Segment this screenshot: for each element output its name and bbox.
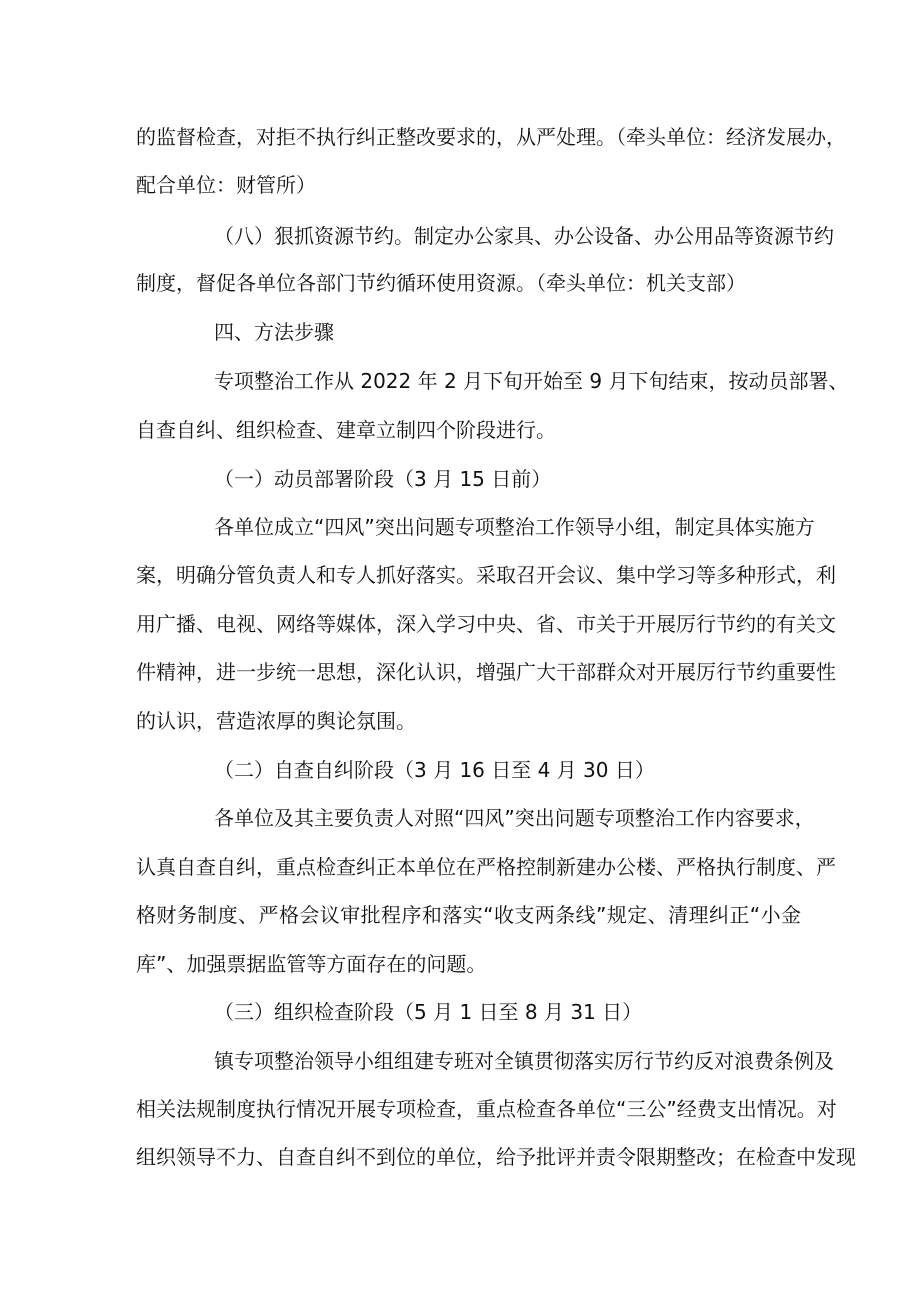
text-line-2: 配合单位：财管所） [136, 173, 316, 197]
text-line-1: 的监督检查，对拒不执行纠正整改要求的，从严处理。（牵头单位：经济发展办， [136, 125, 846, 149]
stage-2-text-line-2: 认真自查自纠，重点检查纠正本单位在严格控制新建办公楼、严格执行制度、严 [136, 855, 836, 879]
stage-1-text-line-3: 用广播、电视、网络等媒体，深入学习中央、省、市关于开展厉行节约的有关文 [136, 612, 836, 636]
stage-1-text-line-1: 各单位成立“四风”突出问题专项整治工作领导小组，制定具体实施方 [214, 515, 815, 539]
stage-3-text-line-3: 组织领导不力、自查自纠不到位的单位，给予批评并责令限期整改；在检查中发现 [136, 1145, 856, 1169]
stage-2-heading: （二）自查自纠阶段（3 月 16 日至 4 月 30 日） [214, 758, 655, 782]
section-8-line-1: （八）狠抓资源节约。制定办公家具、办公设备、办公用品等资源节约 [214, 224, 834, 248]
stage-3-heading: （三）组织检查阶段（5 月 1 日至 8 月 31 日） [214, 1000, 643, 1024]
stage-1-text-line-2: 案，明确分管负责人和专人抓好落实。采取召开会议、集中学习等多种形式，利 [136, 563, 836, 587]
stage-3-text-line-2: 相关法规制度执行情况开展专项检查，重点检查各单位“三公”经费支出情况。对 [136, 1097, 837, 1121]
timeline-line-2: 自查自纠、组织检查、建章立制四个阶段进行。 [136, 418, 556, 442]
stage-3-text-line-1: 镇专项整治领导小组组建专班对全镇贯彻落实厉行节约反对浪费条例及 [214, 1049, 834, 1073]
stage-2-text-line-3: 格财务制度、严格会议审批程序和落实“收支两条线”规定、清理纠正“小金 [136, 903, 801, 927]
heading-methods-steps: 四、方法步骤 [214, 320, 334, 344]
stage-1-heading: （一）动员部署阶段（3 月 15 日前） [214, 467, 552, 491]
stage-2-text-line-1: 各单位及其主要负责人对照“四风”突出问题专项整治工作内容要求， [214, 806, 815, 830]
section-8-line-2: 制度，督促各单位各部门节约循环使用资源。（牵头单位：机关支部） [136, 271, 746, 295]
stage-1-text-line-5: 的认识，营造浓厚的舆论氛围。 [136, 709, 416, 733]
timeline-line-1: 专项整治工作从 2022 年 2 月下旬开始至 9 月下旬结束，按动员部署、 [214, 369, 849, 393]
stage-2-text-line-4: 库”、加强票据监管等方面存在的问题。 [136, 952, 487, 976]
stage-1-text-line-4: 件精神，进一步统一思想，深化认识，增强广大干部群众对开展厉行节约重要性 [136, 660, 836, 684]
